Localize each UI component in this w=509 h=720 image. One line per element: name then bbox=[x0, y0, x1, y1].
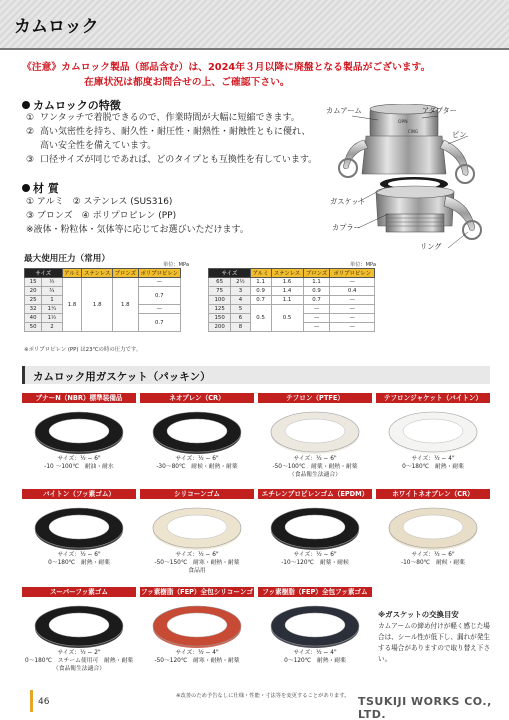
table-row: 125 5 0.5 0.5 — — bbox=[209, 305, 375, 314]
bullet-icon bbox=[22, 184, 30, 192]
table-row: 50 2 bbox=[25, 323, 181, 332]
gasket-ring-icon bbox=[31, 601, 127, 649]
camlock-diagram bbox=[318, 104, 508, 254]
gasket-spec bbox=[258, 551, 372, 567]
feature-item: ③ 口径サイズが同じであれば、どのタイプとも互換性を有しています。 bbox=[26, 155, 318, 165]
pressure-heading: 最大使用圧力（常用） bbox=[24, 254, 110, 264]
gasket-spec1: サイズ：½ − 4" bbox=[293, 650, 337, 656]
table-row: 65 2½ 1.1 1.6 1.1 — bbox=[209, 278, 375, 287]
pressure-table-large bbox=[208, 268, 375, 332]
gasket-title: ホワイトネオプレン（CR） bbox=[376, 489, 490, 499]
label-pin: ピン bbox=[452, 130, 467, 139]
page-number: 46 bbox=[38, 697, 50, 707]
table-row: 32 1¼ — bbox=[25, 305, 181, 314]
table-row: 75 3 0.9 1.4 0.9 0.4 bbox=[209, 287, 375, 296]
gasket-spec2: 0〜120℃ 耐熱・耐薬 bbox=[284, 658, 346, 664]
gasket-spec1: サイズ：½ − 6" bbox=[175, 552, 219, 558]
exchange-body: カムアームの締め付けが軽く感じた場合は、シール性が低下し、漏れが発生する場合がありますので取り替え下さい。 bbox=[378, 622, 491, 663]
gasket-title: ブナーN（NBR）標準装備品 bbox=[22, 393, 136, 403]
gasket-spec bbox=[22, 455, 136, 471]
gasket-spec2: 0〜180℃ スチーム使用可 耐熱・耐薬 bbox=[24, 658, 134, 664]
gasket-ring-icon bbox=[267, 601, 363, 649]
gasket-title: エチレンプロピレンゴム（EPDM） bbox=[258, 489, 372, 499]
gasket-spec1: サイズ：½ − 2" bbox=[57, 650, 101, 656]
gasket-spec1: サイズ：½ − 4" bbox=[175, 650, 219, 656]
diagram-mark-ring: CING bbox=[408, 129, 419, 134]
gasket-ring-icon bbox=[385, 503, 481, 551]
label-adapter: アダプター bbox=[422, 106, 457, 115]
col-header: ポリプロピレン bbox=[330, 269, 375, 278]
gasket-spec bbox=[258, 649, 372, 665]
page-title: カムロック bbox=[14, 17, 99, 37]
footer-accent bbox=[30, 690, 33, 712]
gasket-spec bbox=[140, 455, 254, 471]
label-ring: リング bbox=[420, 242, 442, 251]
gasket-ring-icon bbox=[385, 407, 481, 455]
exchange-heading: ※ガスケットの交換目安 bbox=[378, 610, 459, 619]
label-coupler: カプラー bbox=[332, 223, 361, 232]
gasket-spec bbox=[376, 551, 490, 567]
gasket-title: テフロンジャケット（バイトン） bbox=[376, 393, 490, 403]
gasket-spec2: -10 〜100℃ 耐油・耐水 bbox=[44, 464, 114, 470]
gasket-spec1: サイズ：½ − 6" bbox=[175, 456, 219, 462]
gasket-spec1: サイズ：½ − 6" bbox=[57, 456, 101, 462]
gasket-spec1: サイズ：½ − 4" bbox=[411, 456, 455, 462]
gasket-spec2: 0〜180℃ 耐熱・耐薬 bbox=[48, 560, 110, 566]
diagram-mark-open: OPN bbox=[398, 120, 408, 125]
gasket-ring-icon bbox=[149, 601, 245, 649]
gasket-spec2: 0〜180℃ 耐熱・耐薬 bbox=[402, 464, 464, 470]
discontinuation-notice bbox=[22, 60, 492, 90]
gasket-ring-icon bbox=[267, 407, 363, 455]
gasket-spec bbox=[22, 649, 136, 673]
col-header: ステンレス bbox=[271, 269, 303, 278]
col-header: ポリプロピレン bbox=[138, 269, 180, 278]
gasket-spec2: -30〜80℃ 耐候・耐熱・耐薬 bbox=[156, 464, 238, 470]
header-bar bbox=[0, 0, 509, 48]
unit-label: 単位：MPa bbox=[350, 262, 377, 268]
material-note: ※液体・粉粒体・気体等に応じてお選びいただけます。 bbox=[26, 225, 249, 235]
unit-label: 単位：MPa bbox=[163, 262, 190, 268]
gasket-spec bbox=[258, 455, 372, 479]
gasket-section-bar bbox=[22, 366, 490, 384]
gasket-title: バイトン（フッ素ゴム） bbox=[22, 489, 136, 499]
gasket-spec1: サイズ：½ − 6" bbox=[57, 552, 101, 558]
table-row: 150 6 — — bbox=[209, 314, 375, 323]
table-row: 40 1½ 0.7 bbox=[25, 314, 181, 323]
gasket-ring-icon bbox=[149, 407, 245, 455]
col-header: アルミ bbox=[250, 269, 271, 278]
gasket-spec2: -10〜80℃ 耐候・耐薬 bbox=[401, 560, 465, 566]
gasket-spec bbox=[140, 551, 254, 575]
gasket-spec1: サイズ：½ − 6" bbox=[293, 552, 337, 558]
gasket-ring-icon bbox=[149, 503, 245, 551]
label-gasket: ガスケット bbox=[330, 197, 366, 206]
gasket-title: シリコーンゴム bbox=[140, 489, 254, 499]
label-cam-arm: カムアーム bbox=[326, 106, 362, 115]
bullet-icon bbox=[22, 101, 30, 109]
col-header: ブロンズ bbox=[303, 269, 330, 278]
gasket-title: フッ素樹脂（FEP）全包フッ素ゴム bbox=[258, 587, 372, 597]
gasket-heading: カムロック用ガスケット（パッキン） bbox=[33, 371, 211, 383]
material-line: ① アルミ ② ステンレス (SUS316) bbox=[26, 197, 173, 207]
gasket-spec1: サイズ：½ − 6" bbox=[293, 456, 337, 462]
gasket-spec bbox=[376, 455, 490, 471]
gasket-title: スーパーフッ素ゴム bbox=[22, 587, 136, 597]
material-heading: 材 質 bbox=[22, 180, 59, 196]
table-row: 25 1 bbox=[25, 296, 181, 305]
col-header: アルミ bbox=[62, 269, 82, 278]
col-header: ステンレス bbox=[82, 269, 113, 278]
gasket-spec bbox=[22, 551, 136, 567]
material-line: ③ ブロンズ ④ ポリプロピレン (PP) bbox=[26, 211, 177, 221]
gasket-ring-icon bbox=[31, 407, 127, 455]
gasket-title: テフロン（PTFE） bbox=[258, 393, 372, 403]
gasket-spec1: サイズ：½ − 6" bbox=[411, 552, 455, 558]
table-row: 20 ¾ 0.7 bbox=[25, 287, 181, 296]
gasket-spec3: 食品用 bbox=[188, 568, 206, 574]
gasket-title: ネオプレン（CR） bbox=[140, 393, 254, 403]
features-heading: カムロックの特徴 bbox=[22, 97, 121, 113]
col-header: サイズ bbox=[209, 269, 251, 278]
feature-item: ① ワンタッチで着脱できるので、作業時間が大幅に短縮できます。 bbox=[26, 113, 300, 123]
gasket-spec2: -50〜120℃ 耐寒・耐熱・耐薬 bbox=[154, 658, 240, 664]
gasket-spec2: -50〜100℃ 耐薬・耐熱・耐薬 bbox=[272, 464, 358, 470]
pressure-note: ※ポリプロピレン (PP) は23℃の時の圧力です。 bbox=[24, 347, 142, 353]
table-row: 15 ½ 1.8 1.8 1.8 — bbox=[25, 278, 181, 287]
notice-line-1: 《注意》カムロック製品（部品含む）は、2024年３月以降に廃盤となる製品がございます。 bbox=[22, 62, 431, 73]
brand-logo: TSUKIJI WORKS CO., LTD. bbox=[358, 695, 492, 720]
col-header: サイズ bbox=[25, 269, 63, 278]
gasket-spec bbox=[140, 649, 254, 665]
gasket-spec2: -50〜150℃ 耐寒・耐熱・耐薬 bbox=[154, 560, 240, 566]
header-rule bbox=[0, 48, 509, 50]
notice-line-2: 在庫状況は都度お問合せの上、ご確認下さい。 bbox=[84, 77, 290, 88]
gasket-title: フッ素樹脂（FEP）全包シリコーンゴム bbox=[140, 588, 254, 606]
gasket-spec3: （食品衛生法適合） bbox=[52, 666, 106, 672]
gasket-spec3: （食品衛生法適合） bbox=[288, 472, 342, 478]
table-row: 200 8 — — bbox=[209, 323, 375, 332]
footer-note: ※改善のため予告なしに仕様・性能・寸法等を変更することがあります。 bbox=[176, 693, 350, 699]
gasket-ring-icon bbox=[31, 503, 127, 551]
gasket-spec2: -10〜120℃ 耐薬・耐候 bbox=[281, 560, 349, 566]
gasket-ring-icon bbox=[267, 503, 363, 551]
pressure-table-small bbox=[24, 268, 181, 332]
col-header: ブロンズ bbox=[113, 269, 139, 278]
table-row: 100 4 0.7 1.1 0.7 — bbox=[209, 296, 375, 305]
feature-item: ② 高い気密性を持ち、耐久性・耐圧性・耐熱性・耐蝕性ともに優れ、 高い安全性を備えています。 bbox=[26, 127, 311, 151]
